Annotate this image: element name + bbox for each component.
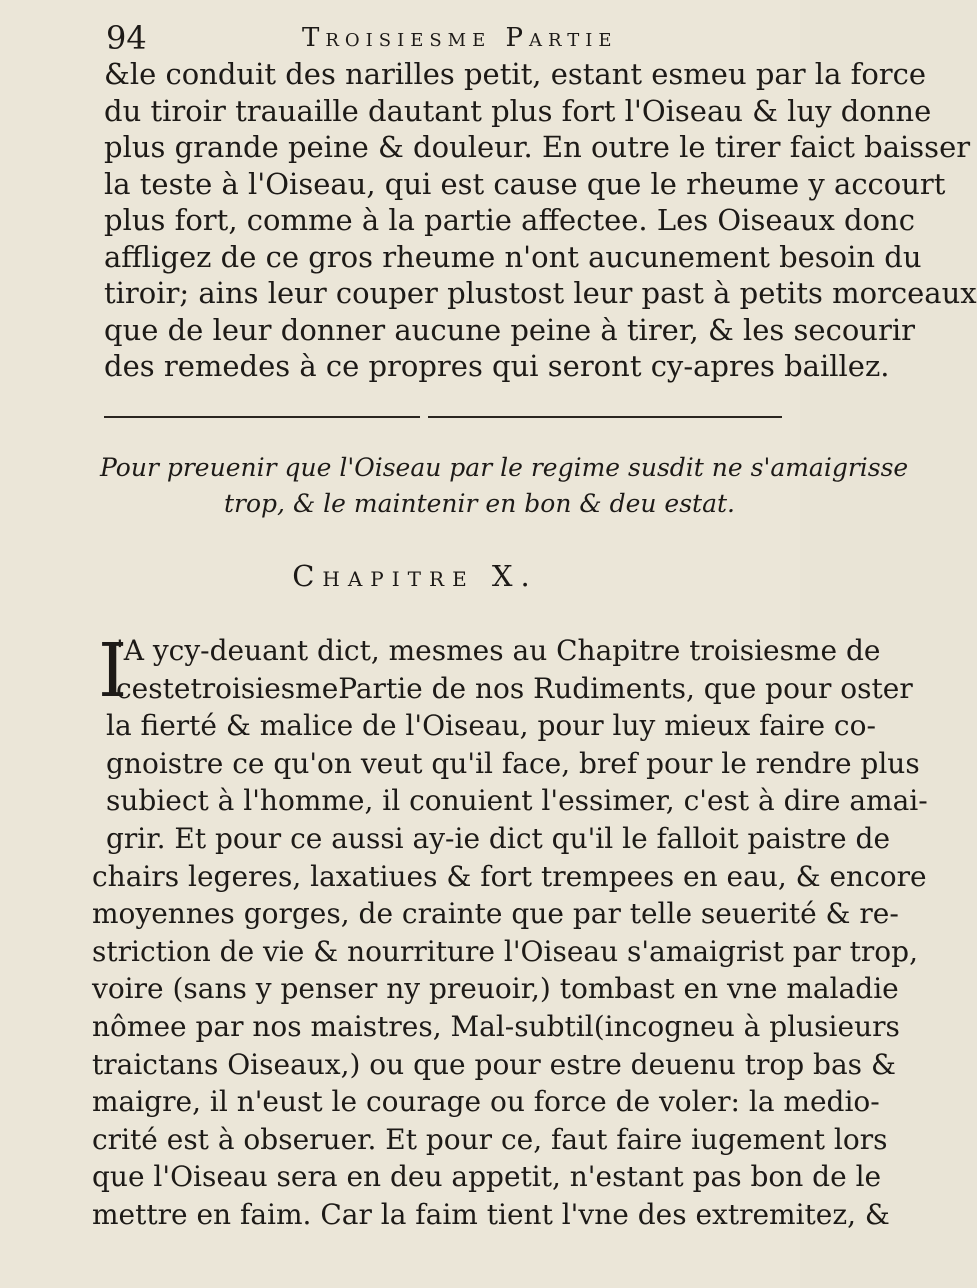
continued-paragraph: [104, 56, 977, 385]
text-line: que l'Oiseau sera en deu appetit, n'estant pas bon de le: [92, 1160, 882, 1194]
text-line: 'A ycy-deuant dict, mesmes au Chapitre troisiesme de: [116, 634, 881, 667]
text-line: plus grande peine & douleur. En outre le tirer faict baisser: [104, 130, 971, 164]
text-line: grir. Et pour ce aussi ay-ie dict qu'il le falloit paistre de: [106, 821, 891, 855]
section-heading: [100, 450, 909, 522]
text-line: tiroir; ains leur couper plustost leur past à petits morceaux: [104, 276, 977, 310]
chapter-title: Chapitre X.: [292, 559, 538, 593]
text-line: &le conduit des narilles petit, estant esmeu par la force: [104, 57, 927, 91]
text-line: nômee par nos maistres, Mal-subtil(incogneu à plusieurs: [92, 1009, 900, 1043]
page-number: 94: [106, 19, 147, 57]
text-line: striction de vie & nourriture l'Oiseau s'amaigrist par trop,: [92, 934, 918, 968]
text-line: plus fort, comme à la partie affectee. Les Oiseaux donc: [104, 203, 915, 237]
text-line: traictans Oiseaux,) ou que pour estre deuenu trop bas &: [92, 1047, 896, 1081]
section-heading-line: trop, & le maintenir en bon & deu estat.: [224, 489, 735, 518]
text-line: maigre, il n'eust le courage ou force de voler: la medio-: [92, 1085, 880, 1119]
section-heading-line: Pour preuenir que l'Oiseau par le regime susdit ne s'amaigrisse: [100, 453, 909, 482]
running-head: Troisiesme Partie: [302, 23, 618, 53]
text-line: la fierté & malice de l'Oiseau, pour luy mieux faire co-: [106, 709, 876, 743]
text-line: moyennes gorges, de crainte que par telle seuerité & re-: [92, 897, 899, 931]
chapter-paragraph: [92, 628, 928, 1234]
section-divider-left: [104, 416, 420, 418]
text-line: mettre en faim. Car la faim tient l'vne des extremitez, &: [92, 1197, 890, 1231]
page-header: [106, 18, 786, 58]
text-line: cestetroisiesmePartie de nos Rudiments, que pour oster: [116, 671, 913, 705]
text-line: voire (sans y penser ny preuoir,) tombast en vne maladie: [92, 972, 899, 1006]
text-line: affligez de ce gros rheume n'ont aucunement besoin du: [104, 239, 922, 274]
text-line: du tiroir trauaille dautant plus fort l'Oiseau & luy donne: [104, 93, 932, 128]
text-line: que de leur donner aucune peine à tirer, & les secourir: [104, 312, 915, 347]
text-line: chairs legeres, laxatiues & fort trempees en eau, & encore: [92, 859, 927, 893]
section-divider-right: [428, 416, 782, 418]
text-line: la teste à l'Oiseau, qui est cause que le rheume y accourt: [104, 166, 946, 201]
drop-cap: I: [98, 628, 128, 714]
text-line: gnoistre ce qu'on veut qu'il face, bref pour le rendre plus: [106, 746, 920, 780]
text-line: crité est à obseruer. Et pour ce, faut faire iugement lors: [92, 1122, 888, 1156]
text-line: subiect à l'homme, il conuient l'essimer, c'est à dire amai-: [106, 784, 928, 818]
text-line: des remedes à ce propres qui seront cy-apres baillez.: [104, 349, 890, 383]
